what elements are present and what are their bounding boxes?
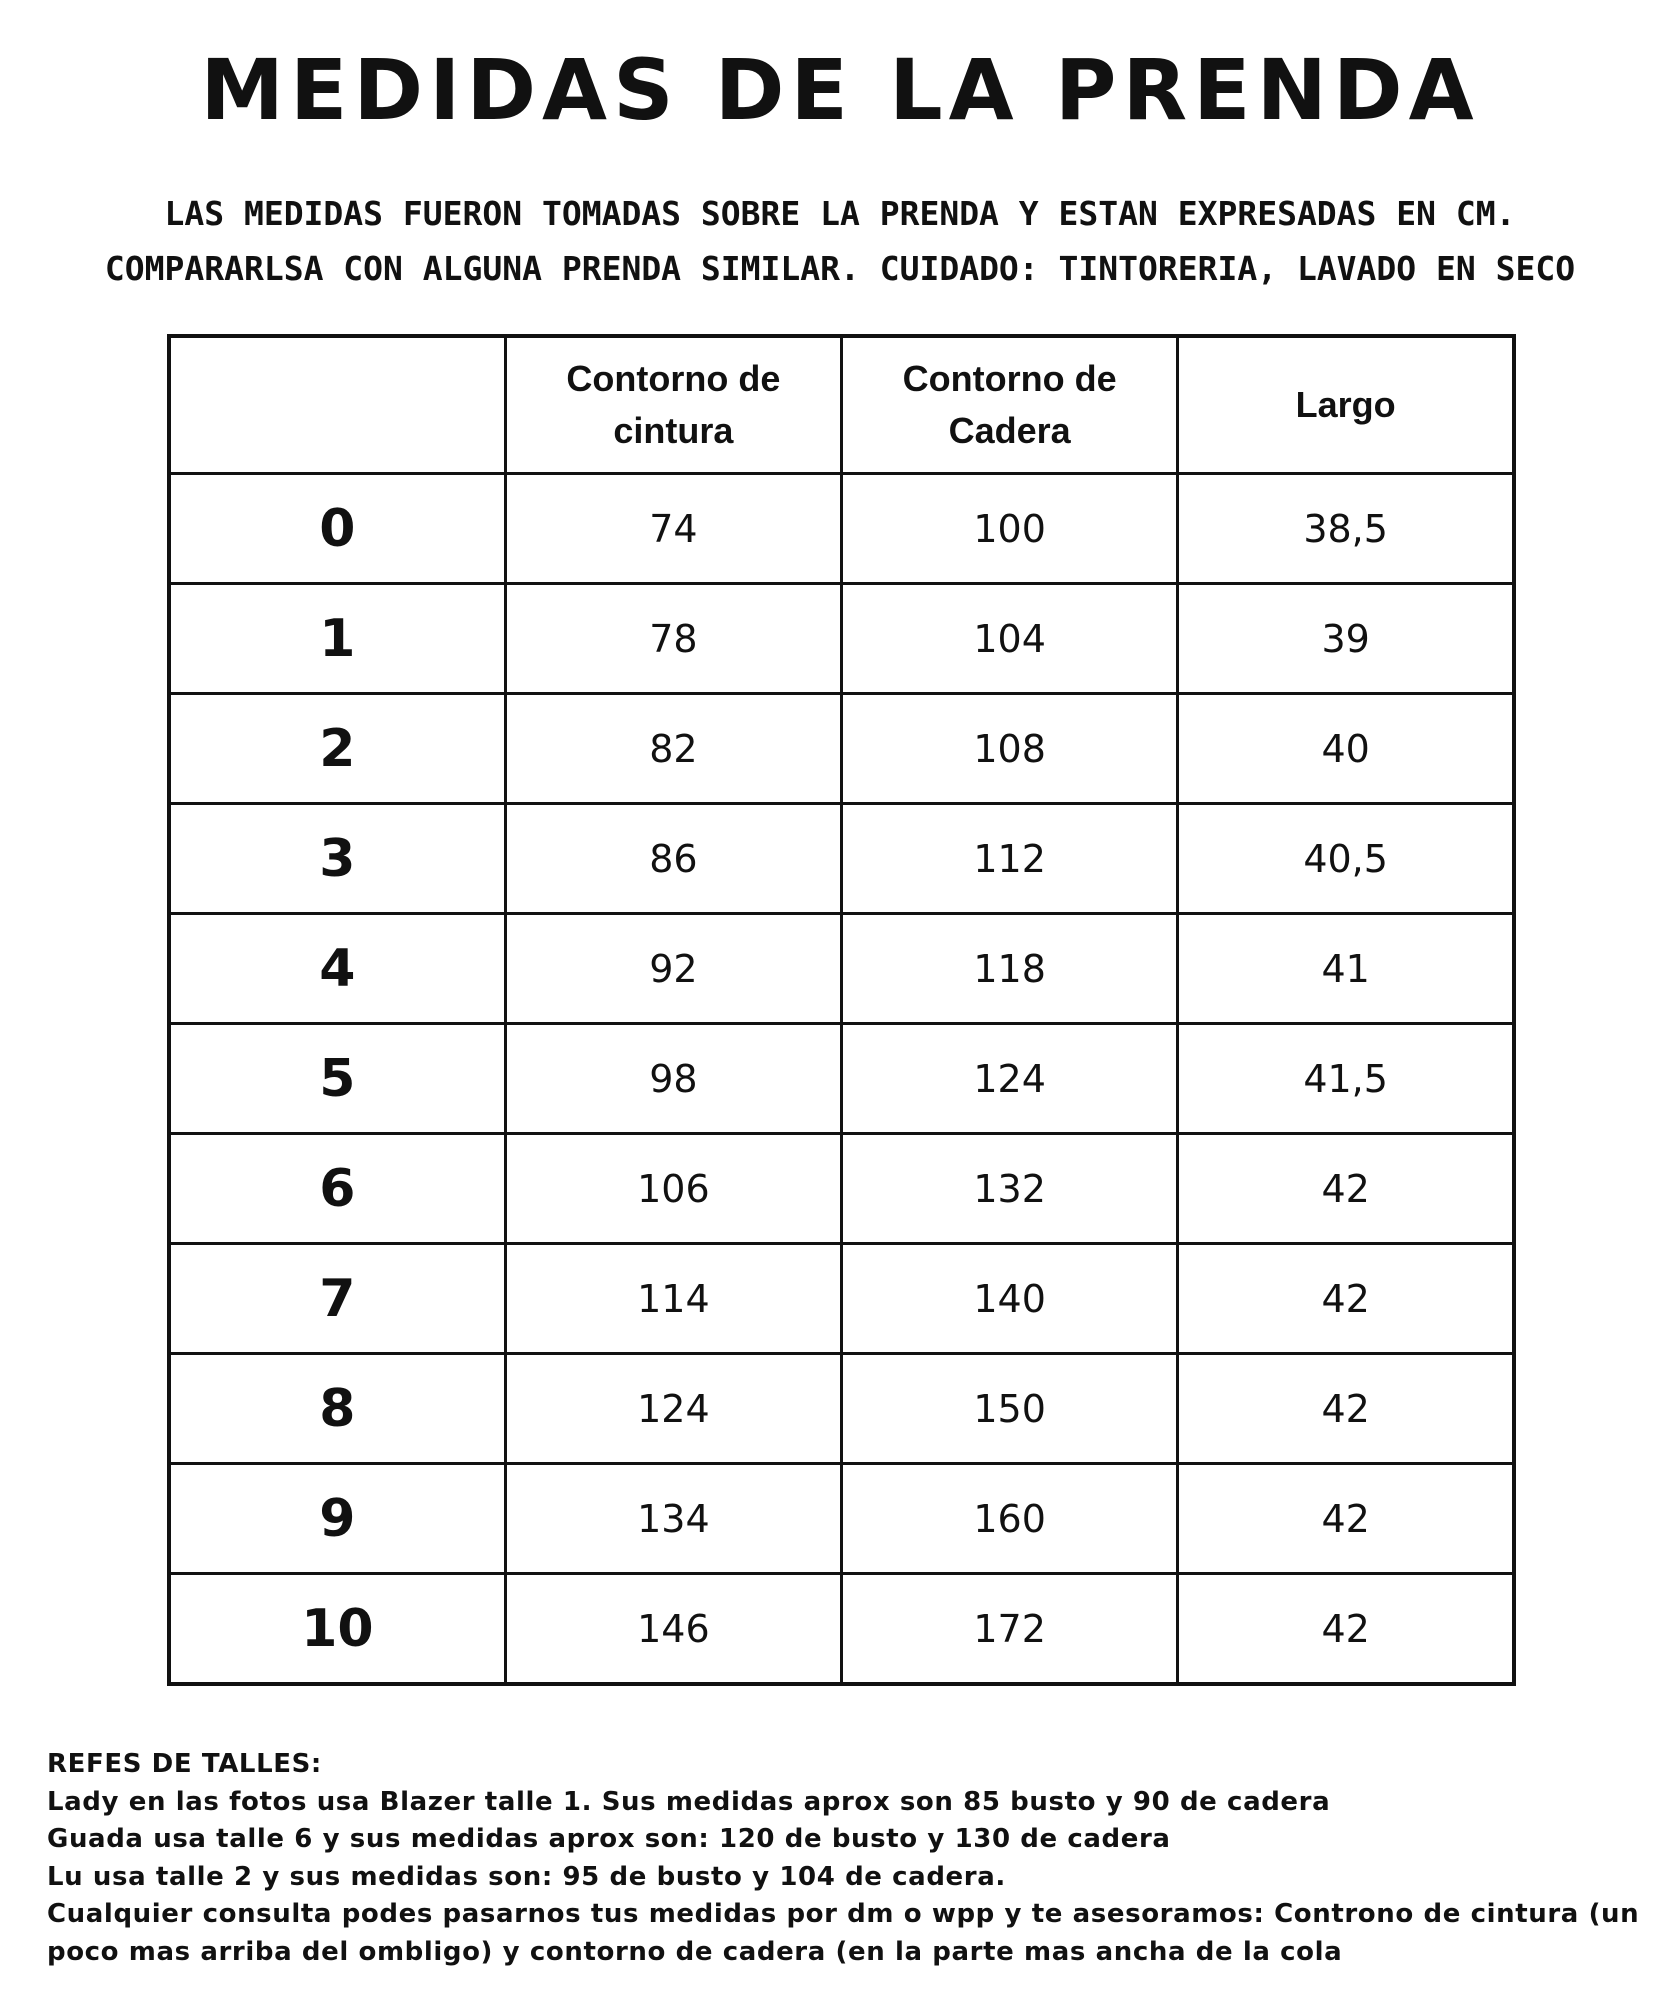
cadera-cell: 108 (842, 694, 1178, 804)
cintura-cell: 114 (505, 1244, 841, 1354)
largo-cell: 39 (1178, 584, 1514, 694)
cintura-cell: 82 (505, 694, 841, 804)
cintura-cell: 78 (505, 584, 841, 694)
largo-cell: 42 (1178, 1244, 1514, 1354)
size-cell: 5 (169, 1024, 505, 1134)
cadera-cell: 150 (842, 1354, 1178, 1464)
cadera-cell: 118 (842, 914, 1178, 1024)
table-row (169, 1464, 1514, 1574)
header-cintura: Contorno de cintura (505, 336, 841, 474)
cintura-cell: 86 (505, 804, 841, 914)
size-cell: 9 (169, 1464, 505, 1574)
table-row (169, 1574, 1514, 1685)
header-cadera: Contorno de Cadera (842, 336, 1178, 474)
largo-cell: 40 (1178, 694, 1514, 804)
table-row (169, 1024, 1514, 1134)
table-row (169, 1244, 1514, 1354)
largo-cell: 38,5 (1178, 474, 1514, 584)
table-row (169, 914, 1514, 1024)
cintura-cell: 92 (505, 914, 841, 1024)
cintura-cell: 134 (505, 1464, 841, 1574)
largo-cell: 42 (1178, 1464, 1514, 1574)
notes-line: Lu usa talle 2 y sus medidas son: 95 de busto y 104 de cadera. (47, 1861, 1006, 1892)
table-row (169, 474, 1514, 584)
cintura-cell: 98 (505, 1024, 841, 1134)
size-cell: 8 (169, 1354, 505, 1464)
largo-cell: 42 (1178, 1354, 1514, 1464)
size-table (167, 334, 1516, 1686)
size-cell: 2 (169, 694, 505, 804)
table-row (169, 1354, 1514, 1464)
notes-line: Guada usa talle 6 y sus medidas aprox son: 120 de busto y 130 de cadera (47, 1824, 1171, 1854)
subtitle-line: LAS MEDIDAS FUERON TOMADAS SOBRE LA PRENDA Y ESTAN EXPRESADAS EN CM. (164, 194, 1516, 233)
cintura-cell: 74 (505, 474, 841, 584)
notes-line: poco mas arriba del ombligo) y contorno de cadera (en la parte mas ancha de la cola (47, 1936, 1343, 1967)
page-title: MEDIDAS DE LA PRENDA (200, 41, 1480, 139)
header-size (169, 336, 505, 474)
cintura-cell: 106 (505, 1134, 841, 1244)
notes-line: Cualquier consulta podes pasarnos tus medidas por dm o wpp y te asesoramos: Controno de cintura (un (47, 1899, 1640, 1929)
cadera-cell: 160 (842, 1464, 1178, 1574)
cadera-cell: 100 (842, 474, 1178, 584)
largo-cell: 40,5 (1178, 804, 1514, 914)
cadera-cell: 124 (842, 1024, 1178, 1134)
table-header-row (169, 336, 1514, 474)
table-row (169, 694, 1514, 804)
subtitle-line: COMPARARLSA CON ALGUNA PRENDA SIMILAR. CUIDADO: TINTORERIA, LAVADO EN SECO (104, 249, 1576, 288)
size-cell: 1 (169, 584, 505, 694)
largo-cell: 42 (1178, 1134, 1514, 1244)
size-cell: 7 (169, 1244, 505, 1354)
size-notes (47, 1746, 1647, 1971)
cadera-cell: 112 (842, 804, 1178, 914)
cadera-cell: 132 (842, 1134, 1178, 1244)
table-row (169, 584, 1514, 694)
size-cell: 10 (169, 1574, 505, 1685)
notes-line: Lady en las fotos usa Blazer talle 1. Sus medidas aprox son 85 busto y 90 de cadera (47, 1786, 1331, 1817)
cadera-cell: 172 (842, 1574, 1178, 1685)
header-largo: Largo (1178, 336, 1514, 474)
size-cell: 3 (169, 804, 505, 914)
cadera-cell: 104 (842, 584, 1178, 694)
largo-cell: 42 (1178, 1574, 1514, 1685)
largo-cell: 41 (1178, 914, 1514, 1024)
size-cell: 4 (169, 914, 505, 1024)
largo-cell: 41,5 (1178, 1024, 1514, 1134)
table-row (169, 1134, 1514, 1244)
size-cell: 6 (169, 1134, 505, 1244)
cintura-cell: 124 (505, 1354, 841, 1464)
cadera-cell: 140 (842, 1244, 1178, 1354)
notes-heading: REFES DE TALLES: (47, 1749, 322, 1779)
size-cell: 0 (169, 474, 505, 584)
table-row (169, 804, 1514, 914)
subtitle (0, 186, 1680, 296)
cintura-cell: 146 (505, 1574, 841, 1685)
